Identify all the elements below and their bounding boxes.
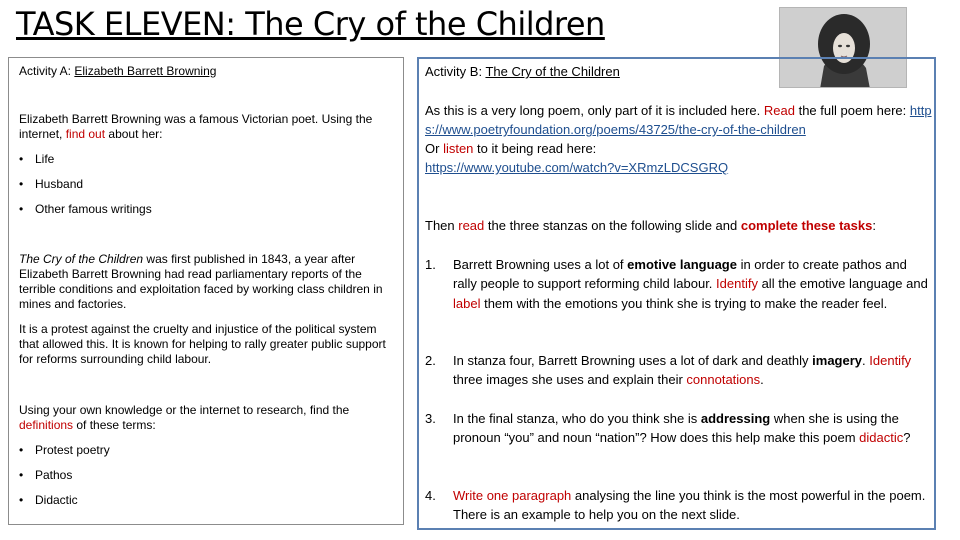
intro-text: As this is a very long poem, only part of it is included here. [425, 103, 764, 118]
term-protest-poetry: Protest poetry [35, 443, 110, 457]
para3-text-end: of these terms: [73, 418, 156, 432]
emotive-language-bold: emotive language [627, 257, 737, 272]
slide-title: TASK ELEVEN: The Cry of the Children [16, 5, 605, 43]
activity-a-subject: Elizabeth Barrett Browning [74, 64, 217, 78]
task-number: 2. [425, 353, 436, 368]
poetry-foundation-link[interactable]: https://www.poetryfoundation.org/poems/43725/the-cry-of-the-children [425, 103, 932, 137]
bullet-writings: Other famous writings [35, 202, 152, 216]
list-item: • Protest poetry [19, 443, 110, 457]
task-item: 2. In stanza four, Barrett Browning uses a lot of dark and deathly imagery. Identify three images she uses and explain their connotations. [425, 353, 912, 388]
connotations-emphasis: connotations [686, 372, 761, 388]
identify-emphasis: Identify [716, 276, 758, 292]
definitions-emphasis: definitions [19, 418, 74, 432]
activity-a-para2: It is a protest against the cruelty and injustice of the political system that allowed this. It is known for helping to rally greater public support for reforms surrounding child labour. [19, 322, 386, 366]
label-emphasis: label [453, 295, 481, 311]
then-text-mid: the three stanzas on the following slide and [484, 218, 741, 233]
identify-emphasis: Identify [869, 353, 912, 368]
activity-a-heading [19, 64, 216, 78]
term-pathos: Pathos [35, 468, 73, 482]
addressing-bold: addressing [700, 411, 771, 426]
activity-b-heading [425, 62, 933, 81]
activity-a-para3 [19, 403, 395, 433]
or-text-end: to it being read here: [473, 141, 597, 156]
task-item: 1. Barrett Browning uses a lot of emotive language in order to create pathos and rally people to support reforming child labour. Identify all the emotive language and label them with the emotions you think she is trying to make the reader feel. [425, 257, 928, 311]
poem-title-italic: The Cry of the Children [19, 252, 144, 266]
youtube-link[interactable]: https://www.youtube.com/watch?v=XRmzLDCSGRQ [425, 160, 729, 175]
activity-a-label: Activity A: [19, 64, 75, 78]
read-emphasis-2: read [458, 218, 485, 233]
imagery-bold: imagery [812, 353, 863, 368]
then-text: Then [425, 218, 459, 233]
complete-tasks-emphasis: complete these tasks [740, 218, 873, 233]
task-item: 4. Write one paragraph analysing the line you think is the most powerful in the poem. There is an example to help you on the next slide. [425, 488, 926, 523]
didactic-emphasis: didactic [859, 430, 904, 446]
list-item: • Pathos [19, 468, 73, 482]
task-item: 3. In the final stanza, who do you think she is addressing when she is using the pronoun “you” and noun “nation”? How does this help make this poem didactic? [425, 411, 911, 446]
para1-text: was first published in 1843, a year after Elizabeth Barrett Browning had read parliamentary reports of the terrible conditions and exploitation faced by working class children in mines and factories. [19, 252, 383, 311]
bullet-life: Life [35, 152, 55, 166]
write-paragraph-emphasis: Write one paragraph [453, 488, 572, 503]
task-number: 4. [425, 488, 436, 503]
listen-emphasis: listen [443, 141, 474, 156]
activity-a-intro [19, 112, 395, 142]
list-item: • Husband [19, 177, 84, 191]
para3-text: Using your own knowledge or the internet to research, find the [19, 403, 350, 417]
activity-b-panel [417, 57, 936, 530]
or-text: Or [425, 141, 444, 156]
activity-a-para1 [19, 252, 395, 312]
intro-text-end: the full poem here: [794, 103, 910, 118]
activity-a-panel [8, 57, 404, 525]
activity-b-intro [425, 101, 933, 177]
find-out-emphasis: find out [65, 127, 106, 141]
list-item: • Other famous writings [19, 202, 152, 216]
read-emphasis: Read [763, 103, 795, 118]
task-number: 3. [425, 411, 436, 426]
list-item: • Life [19, 152, 55, 166]
then-colon: : [872, 218, 876, 233]
task-number: 1. [425, 257, 436, 272]
activity-b-label: Activity B: [425, 64, 486, 79]
activity-b-then [425, 216, 933, 235]
activity-b-subject: The Cry of the Children [485, 64, 620, 79]
term-didactic: Didactic [35, 493, 78, 507]
intro-text-end: about her: [105, 127, 163, 141]
list-item: • Didactic [19, 493, 78, 507]
bullet-husband: Husband [35, 177, 84, 191]
intro-text: Elizabeth Barrett Browning was a famous Victorian poet. Using the internet, [19, 112, 373, 141]
